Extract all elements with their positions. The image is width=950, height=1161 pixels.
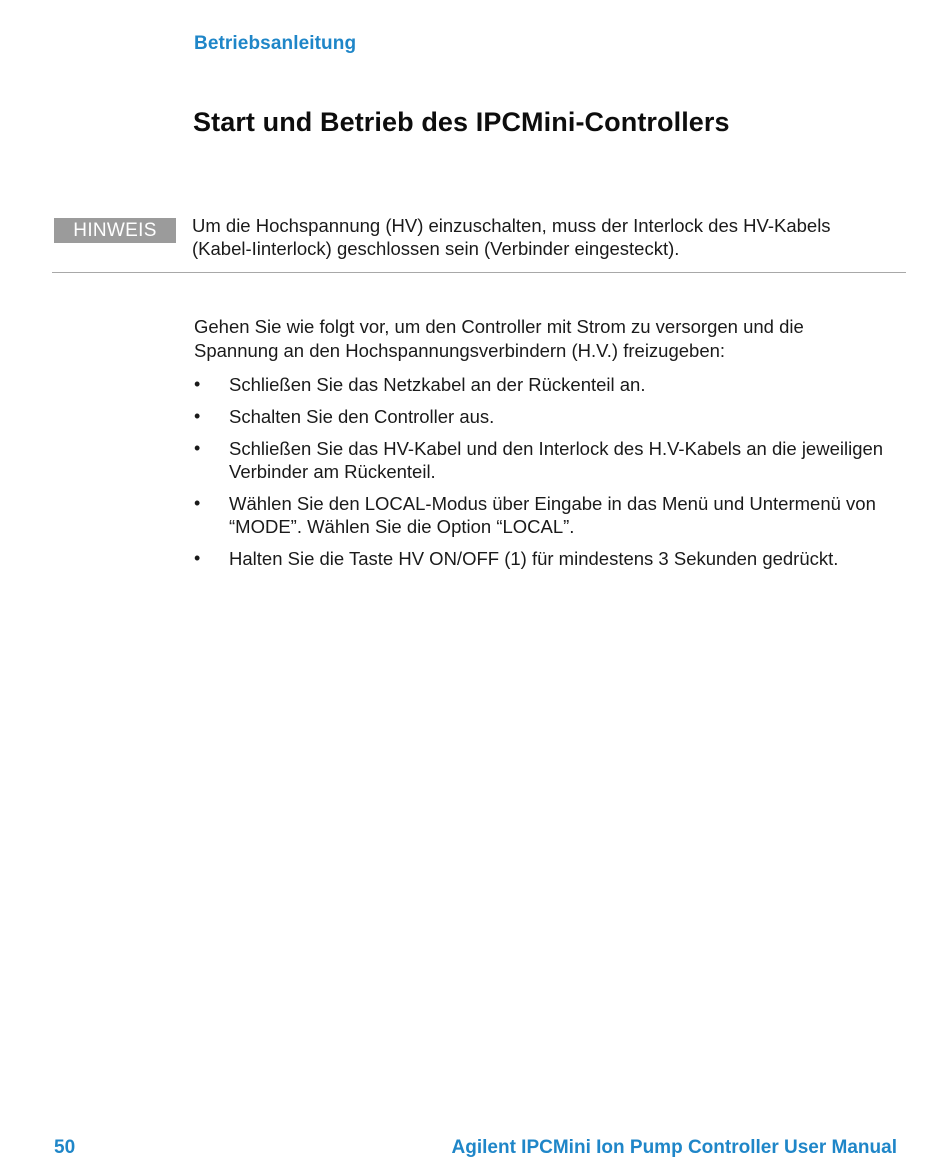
bullet-icon: •	[194, 493, 201, 513]
bullet-icon: •	[194, 548, 201, 568]
steps-list	[194, 373, 904, 579]
bullet-icon: •	[194, 438, 201, 458]
intro-paragraph	[194, 315, 894, 363]
bullet-icon: •	[194, 374, 201, 394]
note-label-badge: HINWEIS	[54, 218, 176, 243]
intro-line: Spannung an den Hochspannungsverbindern (H.V.) freizugeben:	[194, 340, 726, 361]
note-text-line: (Kabel-Iinterlock) geschlossen sein (Verbinder eingesteckt).	[192, 238, 680, 259]
step-text: Schalten Sie den Controller aus.	[229, 406, 495, 427]
step-item	[194, 437, 904, 483]
step-item	[194, 492, 904, 538]
footer-manual-title: Agilent IPCMini Ion Pump Controller User Manual	[451, 1137, 897, 1158]
step-item	[194, 373, 904, 396]
bullet-icon: •	[194, 406, 201, 426]
note-divider	[52, 272, 906, 273]
footer-page-number: 50	[54, 1137, 76, 1158]
running-header: Betriebsanleitung	[194, 33, 357, 54]
step-text: Verbinder am Rückenteil.	[229, 461, 436, 482]
note-text-line: Um die Hochspannung (HV) einzuschalten, muss der Interlock des HV-Kabels	[192, 215, 831, 236]
page-title: Start und Betrieb des IPCMini-Controllers	[193, 107, 730, 137]
step-text: “MODE”. Wählen Sie die Option “LOCAL”.	[229, 516, 575, 537]
step-item	[194, 405, 904, 428]
note-text	[192, 214, 892, 260]
intro-line: Gehen Sie wie folgt vor, um den Controller mit Strom zu versorgen und die	[194, 316, 804, 337]
step-item	[194, 547, 904, 570]
step-text: Schließen Sie das Netzkabel an der Rückenteil an.	[229, 374, 646, 395]
step-text: Halten Sie die Taste HV ON/OFF (1) für mindestens 3 Sekunden gedrückt.	[229, 548, 839, 569]
step-text: Wählen Sie den LOCAL-Modus über Eingabe in das Menü und Untermenü von	[229, 493, 876, 514]
step-text: Schließen Sie das HV-Kabel und den Interlock des H.V-Kabels an die jeweiligen	[229, 438, 884, 459]
